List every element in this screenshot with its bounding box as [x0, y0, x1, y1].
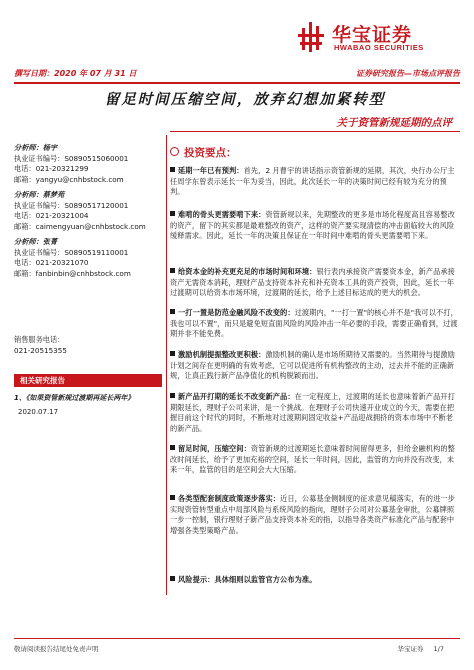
analyst-card — [14, 143, 162, 185]
analyst-card — [14, 237, 162, 279]
highlight-paragraph: 新产品开打期的延长不改变新产品：在一定程度上，过渡期的延长也意味着新产品开打期限延长，理财子公司来讲，是一个挑战。在理财子公司快速开业成立的今天，需要在把握目前这个时代的同时，不断地对过渡期间固定收益+产品迎战拥挤的资本市场中不断老的新产品。 — [170, 392, 455, 433]
analyst-name: 杨宇 — [42, 143, 58, 152]
cert-label: 执业证书编号： — [14, 153, 65, 163]
cert-label: 执业证书编号： — [14, 200, 65, 210]
highlights-section — [170, 145, 460, 161]
section-marker-icon — [170, 147, 179, 156]
phone-label: 电话： — [14, 211, 36, 220]
report-type: 证券研究报告—市场点评报告 — [356, 69, 460, 78]
subtitle-divider — [170, 131, 460, 132]
bullet-icon — [170, 445, 175, 450]
bullet-icon — [170, 576, 175, 581]
sidebar-divider — [166, 135, 167, 595]
header-divider — [14, 82, 460, 84]
page-number: 1/7 — [433, 645, 444, 653]
logo-name-en: HWABAO SECURITIES — [334, 43, 424, 52]
email-label: 邮箱： — [14, 268, 36, 278]
report-date: 撰写日期：2020 年 07 月 31 日 — [14, 69, 137, 78]
analyst-phone: 021-20321004 — [35, 211, 89, 220]
bullet-icon — [170, 309, 175, 314]
footer-disclaimer: 敬请阅读报告结尾处免责声明 — [14, 645, 99, 653]
highlight-paragraph: 一打一置是防范金融风险不改变的：过渡期内，"一打一置"的核心并不是"我可以不打，我也可以不置"，而只是避免短直面风险的风险冲击一年必要的手段，需要正确看到，过渡期并非不能免费。 — [170, 308, 458, 339]
analyst-role: 分析师： — [14, 143, 43, 152]
bullet-icon — [170, 393, 175, 398]
cert-number: S0890515060001 — [64, 153, 129, 163]
analyst-phone: 021-20321299 — [35, 164, 89, 173]
analyst-email[interactable]: caimengyuan@cnhbstock.com — [35, 221, 146, 231]
bullet-icon — [170, 167, 175, 172]
highlights-heading — [170, 145, 460, 161]
bullet-icon — [170, 495, 175, 500]
footer-info — [388, 644, 444, 653]
analyst-card — [14, 190, 162, 232]
cert-number: S0890519110001 — [64, 247, 129, 257]
phone-label: 电话： — [14, 164, 36, 173]
analyst-name: 蔡梦苑 — [42, 190, 65, 199]
logo-name-cn: 华宝证券 — [332, 24, 413, 46]
highlight-paragraph: 激励机制提振整改更积极：激励机制的确认是市场所期待又需要的。当然期待与提激励计划之间存在更明确的有效考虑，它可以促进所有机构整改的主动，过去并不能的正确新规，让真正践行新产品净值化的机构脱颖而出。 — [170, 350, 455, 381]
analyst-email[interactable]: yangyu@cnhbstock.com — [35, 174, 124, 184]
footer-company: 华宝证券 — [397, 645, 424, 653]
sales-phone: 021-20515355 — [14, 345, 67, 355]
analyst-sidebar — [14, 135, 162, 595]
highlight-paragraph: 风险提示：具体细则以监管官方公布为准。 — [170, 575, 460, 586]
analyst-phone: 021-20321070 — [35, 258, 89, 267]
highlight-paragraph: 给资本金的补充更充足的市场时间和环境：银行表内承接资产需要资本金，新产品承接资产无需资本消耗，理财产品支持资本补充和补充资本工具的资产投资，因此，延长一年过渡期可以给资本市场环境，过渡期的延长，给予上述目标达成的更大的机会。 — [170, 267, 455, 298]
related-report-link[interactable]: 1、《如果资管新规过渡期再延长两年》 — [14, 394, 135, 402]
email-label: 邮箱： — [14, 174, 36, 184]
highlights-title: 投资要点： — [184, 147, 237, 159]
company-logo — [298, 20, 448, 56]
cert-number: S0890517120001 — [64, 200, 129, 210]
report-subtitle: 关于资管新规延期的点评 — [336, 117, 452, 129]
sales-label: 销售服务电话： — [14, 335, 65, 344]
report-title: 留足时间压缩空间，放弃幻想加紧转型 — [104, 92, 386, 108]
highlight-paragraph: 各类型配套制度政策逐步落实：近日，公募基金侧制度的征求意见稿落实，有的进一步实现资管转型重点中局部风险与系统风险的指向，理财子公司对公募基金审批，公募牌照一步一控制，银行理财子新产品支持资本补充的指，以指导各类资产标准化产品与配套中增强各类型策略产品。 — [170, 494, 455, 535]
email-label: 邮箱： — [14, 221, 36, 231]
related-report-date: 2020.07.17 — [18, 408, 59, 416]
highlight-paragraph: 延期一年已有预判：首先，2 月曹宇的讲话指示资管新规的延期，其次，央行办公厅主任周学东曾表示延长一年为妥当，因此，此次延长一年的决策时间已经有较为充分的预判。 — [170, 166, 455, 197]
highlight-paragraph: 留足时间，压缩空间：资管新规的过渡期延长意味着时间留得更多，但给金融机构的整改时间延长，给予了更加充裕的空间，延长一年时间，因此，监管的方向并没有改变，未来一年，监管的目的是空间会大大压缩。 — [170, 444, 455, 475]
phone-label: 电话： — [14, 258, 36, 267]
related-reports-header: 相关研究报告 — [14, 374, 162, 387]
highlight-paragraph: 难啃的骨头更需要啃下来：资管新规以来，先期整改的更多是市场化程度高且容易整改的资产，留下的其实都是最难整改的资产，这样的资产要实现清偿的冲击面临较大的风险缓释需求。因此，延长一年的决策且保证在一年时间中难啃的骨头更需要啃下来。 — [170, 210, 455, 241]
footer-divider — [14, 638, 460, 639]
analyst-name: 张菁 — [42, 237, 58, 246]
bullet-icon — [170, 351, 175, 356]
bullet-icon — [170, 268, 175, 273]
logo-mark-icon — [298, 22, 328, 52]
bullet-icon — [170, 211, 175, 216]
analyst-email[interactable]: fanbinbin@cnhbstock.com — [35, 268, 131, 278]
analyst-role: 分析师： — [14, 237, 43, 246]
sales-contact — [14, 335, 162, 356]
meta-bar — [14, 68, 460, 80]
analyst-role: 分析师： — [14, 190, 43, 199]
cert-label: 执业证书编号： — [14, 247, 65, 257]
